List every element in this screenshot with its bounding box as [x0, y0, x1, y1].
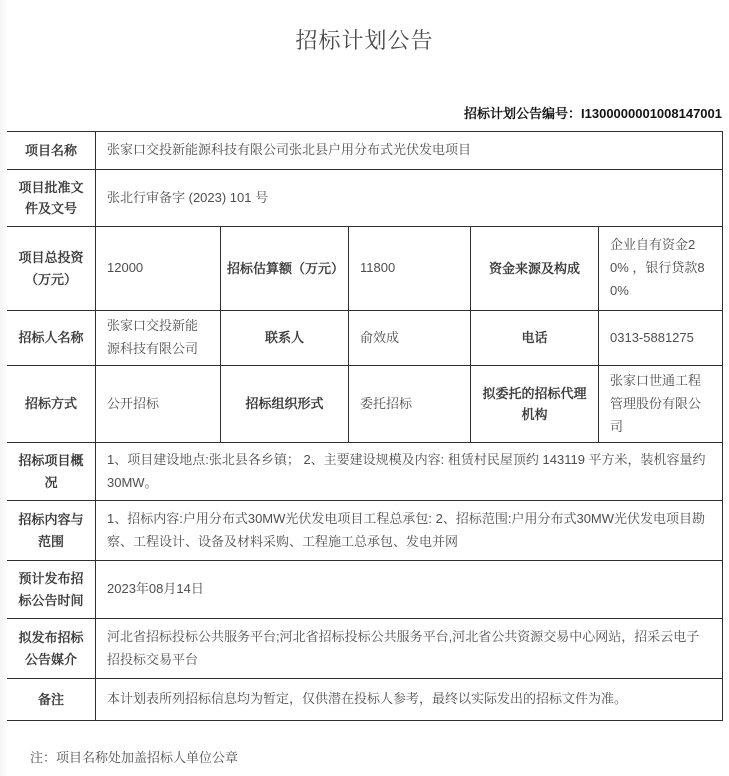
approval-doc-label: 项目批准文件及文号	[7, 170, 96, 227]
tender-scope-value: 1、招标内容:户用分布式30MW光伏发电项目工程总承包: 2、招标范围:户用分布式30MW光伏发电项目勘察、工程设计、设备及材料采购、工程施工总承包、发电并网	[96, 501, 723, 561]
agency-label: 拟委托的招标代理机构	[471, 366, 599, 443]
footer-note: 注：项目名称处加盖招标人单位公章	[30, 750, 239, 766]
contact-person-value: 俞效成	[349, 311, 471, 366]
funding-source-label: 资金来源及构成	[471, 227, 599, 311]
phone-label: 电话	[471, 311, 599, 366]
tender-scope-label: 招标内容与范围	[7, 501, 96, 561]
tender-method-label: 招标方式	[7, 366, 96, 443]
notice-number: 招标计划公告编号：I1300000001008147001	[464, 106, 722, 121]
page-edge-shading	[0, 0, 7, 776]
phone-value: 0313-5881275	[599, 311, 723, 366]
tender-method-value: 公开招标	[96, 366, 221, 443]
total-investment-label: 项目总投资（万元）	[7, 227, 96, 311]
project-overview-label: 招标项目概况	[7, 443, 96, 501]
table-row-project-name	[7, 132, 723, 170]
announce-media-label: 拟发布招标公告媒介	[7, 619, 96, 679]
project-name-label: 项目名称	[7, 132, 96, 170]
table-row-tender-scope	[7, 501, 723, 561]
contact-person-label: 联系人	[221, 311, 349, 366]
page-title: 招标计划公告	[295, 28, 434, 53]
estimate-amount-value: 11800	[349, 227, 471, 311]
table-row-announce-date	[7, 561, 723, 619]
announce-date-label: 预计发布招标公告时间	[7, 561, 96, 619]
funding-source-value: 企业自有资金20% ，银行贷款80%	[599, 227, 723, 311]
tenderer-name-label: 招标人名称	[7, 311, 96, 366]
total-investment-value: 12000	[96, 227, 221, 311]
announce-media-value: 河北省招标投标公共服务平台;河北省招标投标公共服务平台,河北省公共资源交易中心网站，招采云电子招投标交易平台	[96, 619, 723, 679]
estimate-amount-label: 招标估算额（万元）	[221, 227, 349, 311]
announce-date-value: 2023年08月14日	[96, 561, 723, 619]
table-row-tender-method	[7, 366, 723, 443]
organization-form-value: 委托招标	[349, 366, 471, 443]
remarks-label: 备注	[7, 679, 96, 721]
table-row-announce-media	[7, 619, 723, 679]
table-row-project-overview	[7, 443, 723, 501]
tender-plan-table	[6, 131, 723, 721]
table-row-approval-doc	[7, 170, 723, 227]
table-row-investment	[7, 227, 723, 311]
project-overview-value: 1、项目建设地点:张北县各乡镇； 2、主要建设规模及内容: 租赁村民屋顶约 143119 平方米，装机容量约30MW。	[96, 443, 723, 501]
table-row-tenderer	[7, 311, 723, 366]
organization-form-label: 招标组织形式	[221, 366, 349, 443]
remarks-value: 本计划表所列招标信息均为暂定，仅供潜在投标人参考，最终以实际发出的招标文件为准。	[96, 679, 723, 721]
table-row-remarks	[7, 679, 723, 721]
tenderer-name-value: 张家口交投新能源科技有限公司	[96, 311, 221, 366]
project-name-value: 张家口交投新能源科技有限公司张北县户用分布式光伏发电项目	[96, 132, 723, 170]
agency-value: 张家口世通工程管理股份有限公司	[599, 366, 723, 443]
approval-doc-value: 张北行审备字 (2023) 101 号	[96, 170, 723, 227]
